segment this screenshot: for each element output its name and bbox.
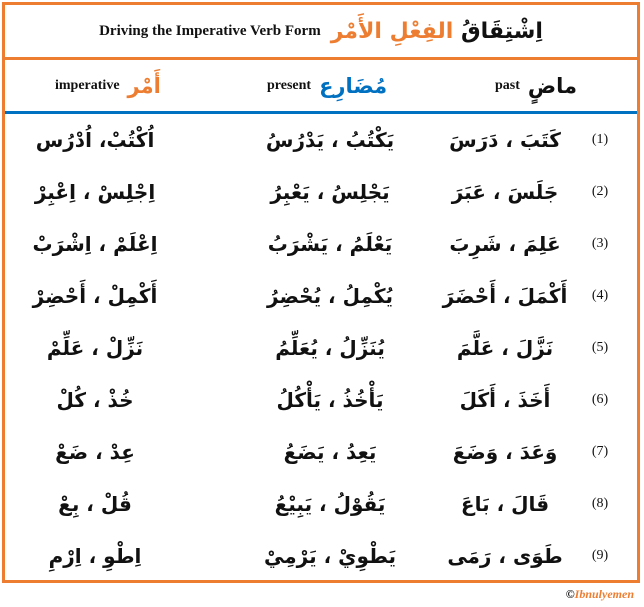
- table-row: [5, 218, 637, 270]
- header-past-arabic: ماضٍ: [527, 73, 578, 98]
- header-present: [267, 60, 387, 111]
- imperative-forms: اُكْتُبْ، اُدْرُس: [35, 128, 155, 152]
- past-forms: أَكْمَلَ ، أَحْضَرَ: [442, 284, 568, 308]
- copyright-credit: [566, 587, 634, 602]
- title-english: Driving the Imperative Verb Form: [99, 22, 321, 39]
- table-row: [5, 322, 637, 374]
- past-forms: جَلَسَ ، عَبَرَ: [451, 180, 559, 204]
- present-forms: يَكْتُبُ ، يَدْرُسُ: [265, 128, 395, 152]
- table-row: [5, 114, 637, 166]
- table-row: [5, 530, 637, 582]
- title-arabic-imperative: الفِعْلِ الأَمْر: [330, 18, 454, 44]
- present-forms: يَعْلَمُ ، يَشْرَبُ: [267, 232, 393, 256]
- header-present-english: present: [267, 77, 312, 93]
- past-forms: عَلِمَ ، شَرِبَ: [449, 232, 561, 256]
- row-number: (6): [591, 392, 609, 407]
- past-forms: وَعَدَ ، وَضَعَ: [452, 440, 558, 464]
- imperative-forms: اِطْوِ ، اِرْمِ: [48, 544, 142, 568]
- imperative-forms: قُلْ ، بِعْ: [58, 492, 132, 516]
- present-forms: يَطْوِيْ ، يَرْمِيْ: [264, 544, 396, 568]
- table-row: [5, 270, 637, 322]
- imperative-forms: اِجْلِسْ ، اِعْبِرْ: [34, 180, 156, 204]
- verb-rows: [5, 114, 637, 580]
- header-imperative-english: imperative: [55, 77, 120, 93]
- table-row: [5, 478, 637, 530]
- header-imperative: [55, 60, 161, 111]
- row-number: (9): [591, 548, 609, 563]
- row-number: (1): [591, 132, 609, 147]
- present-forms: يَجْلِسُ ، يَعْبِرُ: [270, 180, 390, 204]
- copyright-author: Ibnulyemen: [574, 587, 634, 601]
- past-forms: قَالَ ، بَاعَ: [460, 492, 550, 516]
- present-forms: يَعِدُ ، يَضَعُ: [283, 440, 377, 464]
- table-row: [5, 374, 637, 426]
- title-arabic: [331, 19, 543, 44]
- column-header-row: [5, 60, 637, 111]
- verb-table-frame: [2, 2, 640, 583]
- past-forms: أَخَذَ ، أَكَلَ: [459, 388, 551, 412]
- header-present-arabic: مُضَارِع: [319, 73, 388, 98]
- past-forms: طَوَى ، رَمَى: [447, 544, 563, 568]
- row-number: (2): [591, 184, 609, 199]
- present-forms: يُكْمِلُ ، يُحْضِرُ: [267, 284, 393, 308]
- imperative-forms: أَكْمِلْ ، أَحْضِرْ: [32, 284, 158, 308]
- imperative-forms: عِدْ ، ضَعْ: [55, 440, 135, 464]
- header-past-english: past: [495, 77, 520, 93]
- imperative-forms: اِعْلَمْ ، اِشْرَبْ: [32, 232, 158, 256]
- past-forms: نَزَّلَ ، عَلَّمَ: [456, 336, 554, 360]
- title-arabic-derivation: اِشْتِقَاقُ: [460, 18, 543, 44]
- header-imperative-arabic: أَمْر: [127, 73, 161, 98]
- row-number: (5): [591, 340, 609, 355]
- row-number: (8): [591, 496, 609, 511]
- row-number: (4): [591, 288, 609, 303]
- header-past: [495, 60, 577, 111]
- past-forms: كَتَبَ ، دَرَسَ: [449, 128, 561, 152]
- row-number: (7): [591, 444, 609, 459]
- imperative-forms: نَزِّلْ ، عَلِّمْ: [46, 336, 144, 360]
- row-number: (3): [591, 236, 609, 251]
- present-forms: يَقُوْلُ ، يَبِيْعُ: [274, 492, 386, 516]
- table-row: [5, 426, 637, 478]
- copyright-symbol: ©: [565, 587, 575, 601]
- present-forms: يُنَزِّلُ ، يُعَلِّمُ: [275, 336, 385, 360]
- imperative-forms: خُذْ ، كُلْ: [56, 388, 134, 412]
- table-row: [5, 166, 637, 218]
- present-forms: يَأْخُذُ ، يَأْكُلُ: [276, 388, 384, 412]
- title-row: [5, 5, 637, 57]
